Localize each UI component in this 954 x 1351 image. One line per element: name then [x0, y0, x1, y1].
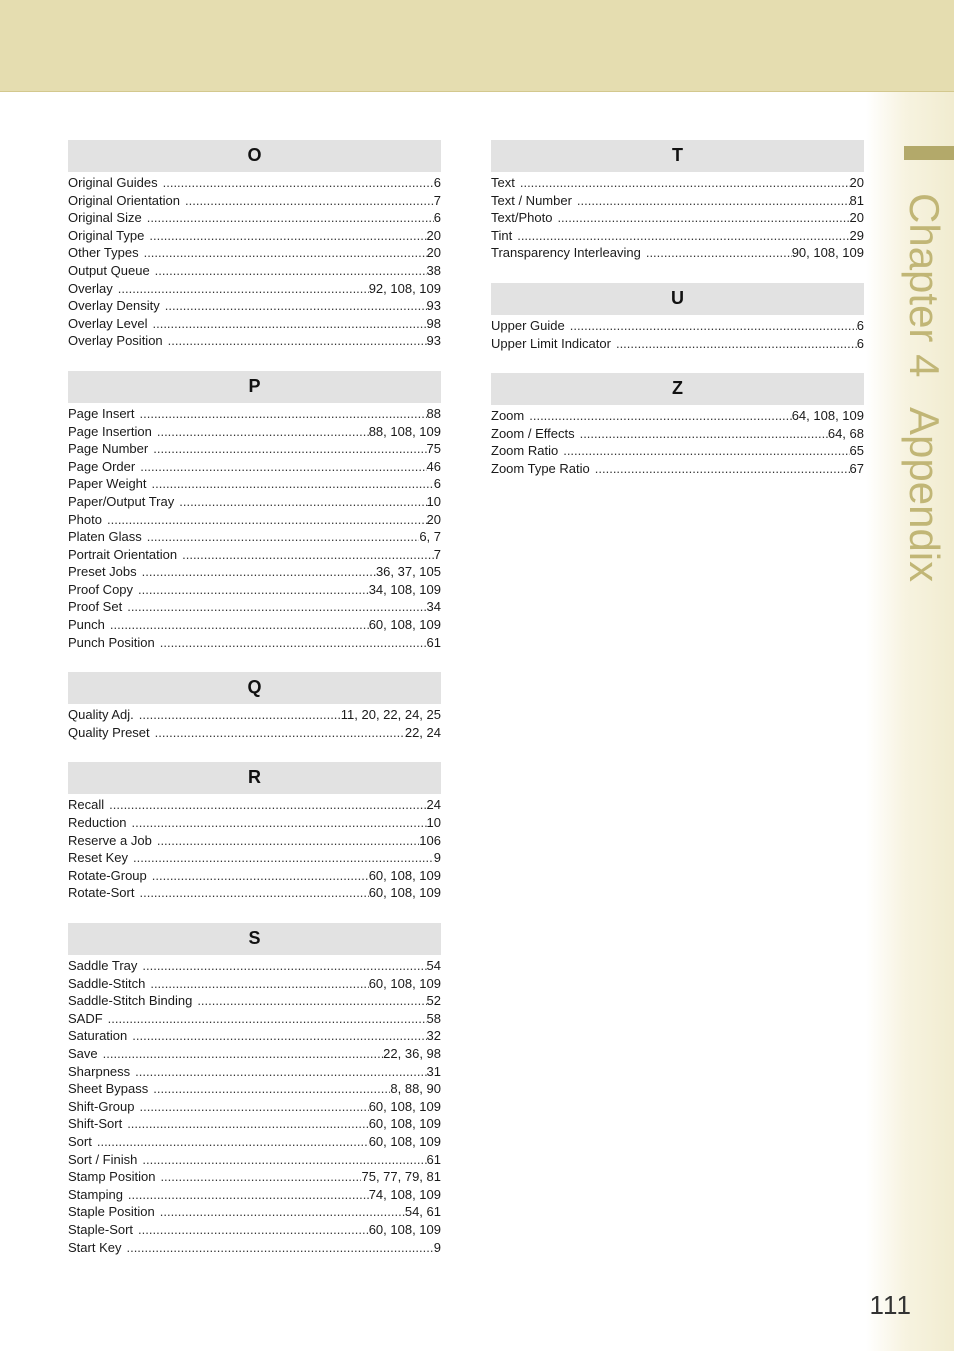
- index-entry: [68, 1133, 441, 1151]
- dot-leader: [97, 1133, 369, 1151]
- index-pages: 90, 108, 109: [791, 245, 864, 261]
- index-entry: [491, 335, 864, 353]
- index-term: Sharpness: [68, 1063, 131, 1079]
- section-letter-header: Z: [491, 373, 864, 405]
- index-pages: 60, 108, 109: [368, 1221, 441, 1237]
- index-entry: [68, 884, 441, 902]
- index-pages: 75, 77, 79, 81: [361, 1169, 441, 1185]
- index-entry: [68, 1080, 441, 1098]
- dot-leader: [147, 209, 434, 227]
- index-entry: [491, 244, 864, 262]
- index-term: Other Types: [68, 245, 139, 261]
- dot-leader: [646, 244, 792, 262]
- index-entry: [68, 1045, 441, 1063]
- index-term: Punch: [68, 617, 105, 633]
- chapter-label: Chapter 4: [901, 193, 948, 378]
- index-pages: 46: [426, 458, 441, 474]
- index-entry: [68, 405, 441, 423]
- dot-leader: [139, 1098, 368, 1116]
- dot-leader: [160, 1203, 405, 1221]
- index-term: Reserve a Job: [68, 832, 152, 848]
- index-pages: 60, 108, 109: [368, 1098, 441, 1114]
- index-term: Saturation: [68, 1028, 128, 1044]
- index-entry: [68, 458, 441, 476]
- index-term: Preset Jobs: [68, 564, 137, 580]
- index-term: Original Orientation: [68, 192, 180, 208]
- index-term: Text: [491, 175, 515, 190]
- index-pages: 34, 108, 109: [368, 581, 441, 597]
- index-entry: [68, 332, 441, 350]
- index-term: Photo: [68, 511, 102, 527]
- index-entry: [68, 1203, 441, 1221]
- index-entry: [68, 528, 441, 546]
- index-term: Punch Position: [68, 634, 155, 650]
- index-entry: [68, 1186, 441, 1204]
- index-entry: [68, 706, 441, 724]
- index-pages: 106: [419, 832, 441, 848]
- index-term: Proof Copy: [68, 581, 134, 597]
- index-term: Zoom Type Ratio: [491, 460, 590, 476]
- index-pages: 6: [856, 317, 864, 333]
- index-pages: 20: [426, 227, 441, 243]
- index-term: Start Key: [68, 1239, 122, 1255]
- index-entry: [68, 511, 441, 529]
- index-pages: 61: [426, 634, 441, 650]
- index-term: Original Type: [68, 227, 145, 243]
- index-pages: 31: [426, 1063, 441, 1079]
- index-term: Portrait Orientation: [68, 546, 178, 562]
- index-term: Overlay: [68, 280, 113, 296]
- dot-leader: [529, 407, 791, 425]
- index-entry: [491, 174, 864, 192]
- index-term: Page Order: [68, 458, 136, 474]
- index-entry: [68, 975, 441, 993]
- index-entry: [68, 192, 441, 210]
- index-pages: 67: [849, 460, 864, 476]
- index-term: Reduction: [68, 815, 127, 831]
- dot-leader: [132, 1027, 426, 1045]
- section-letter-header: U: [491, 283, 864, 315]
- index-term: Rotate-Sort: [68, 885, 135, 901]
- index-entry: [68, 440, 441, 458]
- index-entry: [491, 460, 864, 478]
- index-term: Page Insert: [68, 405, 135, 421]
- index-term: Overlay Density: [68, 298, 160, 314]
- index-entry: [68, 832, 441, 850]
- index-term: Page Number: [68, 441, 149, 457]
- index-entry: [68, 1098, 441, 1116]
- index-term: Paper Weight: [68, 476, 147, 492]
- index-entry: [68, 634, 441, 652]
- index-entry: [68, 581, 441, 599]
- dot-leader: [163, 174, 434, 192]
- header-band: [0, 0, 954, 92]
- index-term: Saddle Tray: [68, 958, 138, 973]
- index-term: Staple-Sort: [68, 1221, 134, 1237]
- index-entry: [68, 814, 441, 832]
- index-entry: [68, 563, 441, 581]
- index-pages: 9: [433, 1239, 441, 1255]
- index-entry: [68, 867, 441, 885]
- index-column-right: [491, 140, 864, 499]
- dot-leader: [153, 1080, 390, 1098]
- index-entry: [68, 475, 441, 493]
- dot-leader: [185, 192, 434, 210]
- index-entry: [491, 192, 864, 210]
- index-pages: 9: [433, 850, 441, 866]
- index-entry: [68, 1221, 441, 1239]
- index-term: Text / Number: [491, 192, 572, 208]
- index-term: Paper/Output Tray: [68, 493, 175, 509]
- index-entry: [68, 423, 441, 441]
- index-term: Quality Adj.: [68, 707, 134, 723]
- index-entry: [68, 315, 441, 333]
- index-pages: 32: [426, 1028, 441, 1044]
- index-entry: [68, 1010, 441, 1028]
- section-letter-header: S: [68, 923, 441, 955]
- index-entry: [68, 262, 441, 280]
- index-entry: [68, 1168, 441, 1186]
- index-entry: [68, 1115, 441, 1133]
- index-pages: 58: [426, 1010, 441, 1026]
- index-entry: [68, 796, 441, 814]
- index-term: Shift-Sort: [68, 1116, 123, 1132]
- index-term: Rotate-Group: [68, 867, 147, 883]
- dot-leader: [570, 317, 857, 335]
- index-entry: [491, 442, 864, 460]
- dot-leader: [153, 440, 426, 458]
- index-pages: 20: [426, 245, 441, 261]
- index-pages: 98: [426, 315, 441, 331]
- dot-leader: [160, 1168, 361, 1186]
- index-entry: [68, 849, 441, 867]
- chapter-tab-marker: [904, 146, 954, 160]
- index-entry: [68, 1151, 441, 1169]
- index-term: Upper Limit Indicator: [491, 335, 611, 351]
- index-entry: [68, 724, 441, 742]
- index-term: Platen Glass: [68, 529, 142, 545]
- dot-leader: [517, 227, 849, 245]
- dot-leader: [147, 528, 420, 546]
- index-entry: [68, 992, 441, 1010]
- index-pages: 22, 24: [404, 724, 441, 740]
- dot-leader: [138, 581, 369, 599]
- index-term: Sort / Finish: [68, 1151, 138, 1167]
- index-pages: 93: [426, 333, 441, 349]
- index-term: Page Insertion: [68, 423, 152, 439]
- dot-leader: [160, 634, 427, 652]
- dot-leader: [118, 280, 369, 298]
- index-pages: 60, 108, 109: [368, 867, 441, 883]
- index-pages: 20: [849, 175, 864, 190]
- index-entry: [491, 425, 864, 443]
- index-pages: 7: [433, 546, 441, 562]
- dot-leader: [577, 192, 850, 210]
- chapter-title: [893, 193, 954, 583]
- index-entry: [68, 616, 441, 634]
- dot-leader: [563, 442, 849, 460]
- index-pages: 61: [426, 1151, 441, 1167]
- index-pages: 81: [849, 192, 864, 208]
- index-pages: 20: [426, 511, 441, 527]
- index-entry: [491, 317, 864, 335]
- dot-leader: [616, 335, 857, 353]
- index-term: Stamping: [68, 1186, 123, 1202]
- index-section-q: [68, 672, 441, 741]
- index-pages: 93: [426, 298, 441, 314]
- index-pages: 65: [849, 443, 864, 459]
- index-pages: 54, 61: [404, 1204, 441, 1220]
- dot-leader: [128, 1186, 369, 1204]
- index-term: Zoom: [491, 408, 525, 424]
- index-entry: [68, 598, 441, 616]
- index-pages: 74, 108, 109: [368, 1186, 441, 1202]
- index-pages: 6: [433, 175, 441, 190]
- dot-leader: [179, 493, 426, 511]
- dot-leader: [107, 511, 427, 529]
- index-pages: 22, 36, 98: [383, 1045, 441, 1061]
- index-pages: 6, 7: [419, 529, 441, 545]
- index-pages: 7: [433, 192, 441, 208]
- index-term: Text/Photo: [491, 210, 553, 226]
- index-column-left: [68, 140, 441, 1277]
- index-pages: 6: [433, 476, 441, 492]
- dot-leader: [142, 1151, 426, 1169]
- section-label: Appendix: [901, 407, 948, 583]
- dot-leader: [135, 1063, 426, 1081]
- index-term: Quality Preset: [68, 724, 150, 740]
- index-term: Overlay Level: [68, 315, 148, 331]
- dot-leader: [139, 706, 341, 724]
- dot-leader: [140, 405, 427, 423]
- index-section-t: [491, 140, 864, 262]
- index-pages: 52: [426, 993, 441, 1009]
- dot-leader: [139, 884, 368, 902]
- index-pages: 60, 108, 109: [368, 1133, 441, 1149]
- dot-leader: [142, 957, 426, 975]
- dot-leader: [520, 174, 850, 192]
- index-pages: 64, 68: [827, 425, 864, 441]
- index-entry: [68, 280, 441, 298]
- index-section-z: [491, 373, 864, 477]
- index-section-o: [68, 140, 441, 350]
- dot-leader: [127, 598, 426, 616]
- dot-leader: [126, 1239, 433, 1257]
- index-term: Overlay Position: [68, 333, 163, 349]
- index-pages: 38: [426, 262, 441, 278]
- index-pages: 11, 20, 22, 24, 25: [340, 707, 441, 723]
- index-entry: [68, 957, 441, 975]
- dot-leader: [580, 425, 828, 443]
- dot-leader: [197, 992, 426, 1010]
- index-section-r: [68, 762, 441, 902]
- dot-leader: [168, 332, 427, 350]
- index-pages: 6: [856, 335, 864, 351]
- index-pages: 10: [426, 493, 441, 509]
- index-entry: [68, 297, 441, 315]
- dot-leader: [149, 227, 426, 245]
- index-pages: 34: [426, 599, 441, 615]
- dot-leader: [150, 975, 368, 993]
- dot-leader: [595, 460, 850, 478]
- index-entry: [68, 546, 441, 564]
- index-term: Shift-Group: [68, 1098, 135, 1114]
- dot-leader: [152, 475, 434, 493]
- section-letter-header: O: [68, 140, 441, 172]
- dot-leader: [127, 1115, 369, 1133]
- dot-leader: [155, 724, 405, 742]
- index-term: Reset Key: [68, 850, 128, 866]
- index-term: Saddle-Stitch Binding: [68, 993, 193, 1009]
- index-entry: [68, 227, 441, 245]
- dot-leader: [557, 209, 849, 227]
- index-pages: 10: [426, 815, 441, 831]
- index-pages: 36, 37, 105: [375, 564, 441, 580]
- index-pages: 8, 88, 90: [390, 1081, 441, 1097]
- index-entry: [491, 227, 864, 245]
- page-number: 111: [869, 1290, 912, 1320]
- section-letter-header: R: [68, 762, 441, 794]
- dot-leader: [144, 244, 427, 262]
- index-term: Stamp Position: [68, 1169, 156, 1185]
- dot-leader: [108, 1010, 427, 1028]
- index-pages: 88: [426, 405, 441, 421]
- dot-leader: [157, 423, 369, 441]
- index-term: Zoom Ratio: [491, 443, 559, 459]
- index-pages: 60, 108, 109: [368, 1116, 441, 1132]
- index-pages: 6: [433, 210, 441, 226]
- index-entry: [68, 174, 441, 192]
- index-entry: [68, 244, 441, 262]
- index-term: Sort: [68, 1133, 92, 1149]
- index-term: SADF: [68, 1010, 103, 1026]
- index-term: Upper Guide: [491, 317, 565, 333]
- index-entry: [491, 407, 864, 425]
- dot-leader: [110, 616, 369, 634]
- dot-leader: [142, 563, 376, 581]
- dot-leader: [165, 297, 427, 315]
- index-section-u: [491, 283, 864, 352]
- index-entry: [68, 1063, 441, 1081]
- index-section-s: [68, 923, 441, 1256]
- index-pages: 92, 108, 109: [368, 280, 441, 296]
- dot-leader: [109, 796, 426, 814]
- index-section-p: [68, 371, 441, 651]
- dot-leader: [152, 315, 426, 333]
- dot-leader: [152, 867, 369, 885]
- dot-leader: [157, 832, 419, 850]
- index-entry: [491, 209, 864, 227]
- index-term: Original Size: [68, 210, 142, 226]
- index-term: Saddle-Stitch: [68, 975, 146, 991]
- dot-leader: [132, 814, 427, 832]
- index-entry: [68, 1239, 441, 1257]
- section-letter-header: Q: [68, 672, 441, 704]
- index-pages: 88, 108, 109: [368, 423, 441, 439]
- index-term: Output Queue: [68, 262, 150, 278]
- index-term: Sheet Bypass: [68, 1081, 149, 1097]
- dot-leader: [138, 1221, 369, 1239]
- index-entry: [68, 493, 441, 511]
- dot-leader: [182, 546, 434, 564]
- index-pages: 54: [426, 958, 441, 973]
- section-letter-header: T: [491, 140, 864, 172]
- index-pages: 60, 108, 109: [368, 975, 441, 991]
- index-pages: 24: [426, 797, 441, 813]
- index-term: Tint: [491, 227, 513, 243]
- index-term: Proof Set: [68, 599, 123, 615]
- dot-leader: [133, 849, 434, 867]
- index-term: Zoom / Effects: [491, 425, 575, 441]
- index-pages: 20: [849, 210, 864, 226]
- index-pages: 60, 108, 109: [368, 885, 441, 901]
- index-entry: [68, 209, 441, 227]
- index-pages: 64, 108, 109: [791, 408, 864, 424]
- index-term: Original Guides: [68, 175, 158, 190]
- index-term: Save: [68, 1045, 98, 1061]
- index-pages: 29: [849, 227, 864, 243]
- index-term: Transparency Interleaving: [491, 245, 641, 261]
- dot-leader: [155, 262, 427, 280]
- index-entry: [68, 1027, 441, 1045]
- dot-leader: [140, 458, 426, 476]
- index-term: Recall: [68, 797, 105, 813]
- index-pages: 75: [426, 441, 441, 457]
- section-letter-header: P: [68, 371, 441, 403]
- index-pages: 60, 108, 109: [368, 617, 441, 633]
- index-term: Staple Position: [68, 1204, 155, 1220]
- dot-leader: [103, 1045, 384, 1063]
